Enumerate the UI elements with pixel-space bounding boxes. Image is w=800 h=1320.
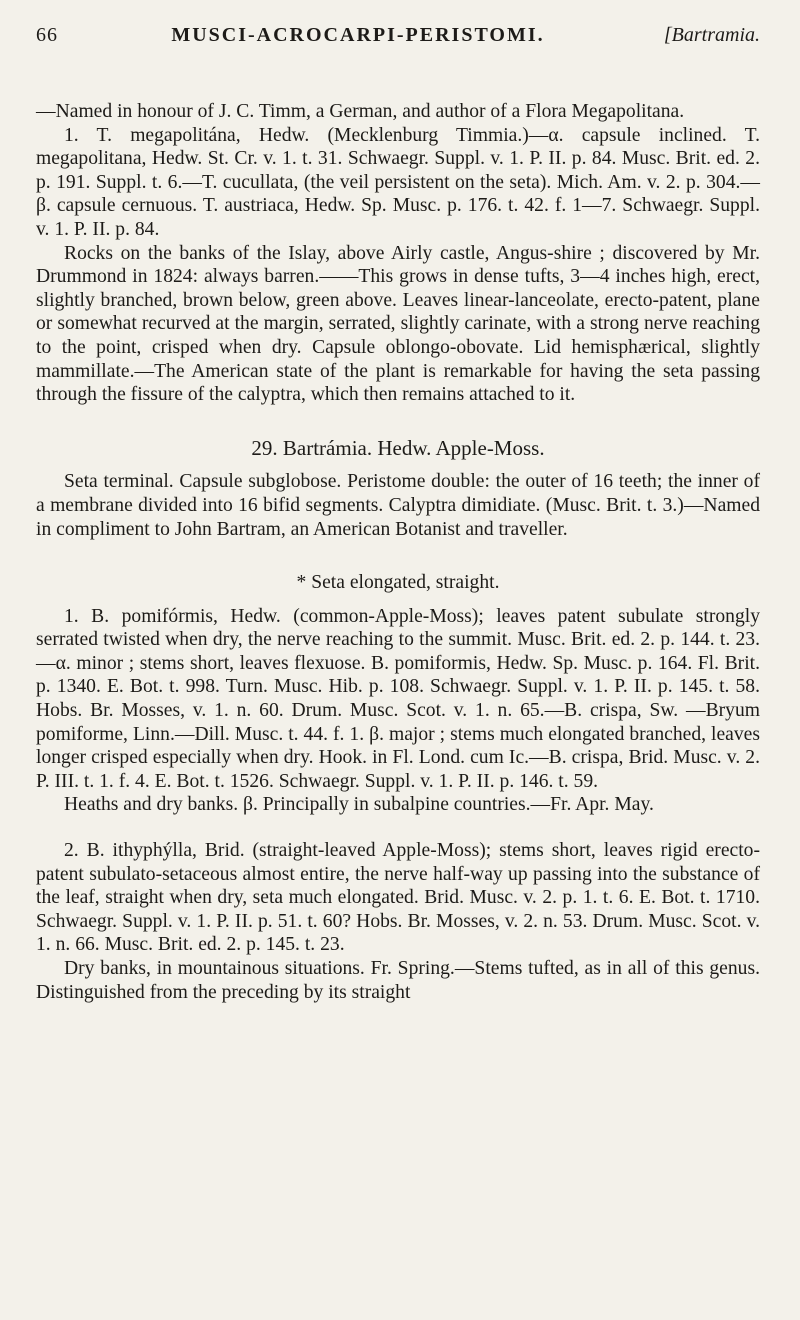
habitat-description: Rocks on the banks of the Islay, above Airly castle, Angus-shire ; discovered by Mr. Drummond in 1824: always barren.——This grows in dense tufts, 3—4 inches high, erect, slightly branched, brown below, green above. Leaves linear-lanceolate, erecto-patent, plane or somewhat recurved at the margin, serrated, slightly carinate, with a strong nerve reaching to the point, crisped when dry. Capsule oblongo-obovate. Lid hemisphærical, slightly mammillate.—The American state of the plant is remarkable for having the seta passing through the fissure of the calyptra, which then remains attached to it.	[36, 242, 760, 406]
timmia-etymology: —Named in honour of J. C. Timm, a German, and author of a Flora Megapolitana.	[36, 101, 685, 122]
habitat-ithyphylla: Dry banks, in mountainous situations. Fr. Spring.—Stems tufted, as in all of this genus. Distinguished from the preceding by its straight	[36, 958, 760, 1003]
species-bartramia-pomiformis: 1. B. pomifórmis, Hedw. (common-Apple-Moss); leaves patent subulate strongly serrated twisted when dry, the nerve reaching to the summit. Musc. Brit. ed. 2. p. 144. t. 23.—α. minor ; stems short, leaves flexuose. B. pomiformis, Hedw. Sp. Musc. p. 164. Fl. Brit. p. 1340. E. Bot. t. 998. Turn. Musc. Hib. p. 108. Schwaegr. Suppl. v. 1. P. II. p. 145. t. 58. Hobs. Br. Mosses, v. 1. n. 60. Drum. Musc. Scot. v. 1. n. 65.—B. crispa, Sw. —Bryum pomiforme, Linn.—Dill. Musc. t. 44. f. 1. β. major ; stems much elongated branched, leaves longer crisped especially when dry. Hook. in Fl. Lond. cum Ic.—B. crispa, Brid. Musc. v. 2. P. III. t. 1. f. 4. E. Bot. t. 1526. Schwaegr. Suppl. v. 1. P. II. p. 146. t. 59.	[36, 605, 760, 792]
running-genus: [Bartramia.	[663, 24, 760, 46]
page-body	[36, 100, 760, 1004]
running-head	[36, 24, 760, 60]
habitat-pomiformis: Heaths and dry banks. β. Principally in subalpine countries.—Fr. Apr. May.	[64, 794, 654, 816]
genus-description: Seta terminal. Capsule subglobose. Peristome double: the outer of 16 teeth; the inner of a membrane divided into 16 bifid segments. Calyptra dimidiate. (Musc. Brit. t. 3.)—Named in compliment to John Bartram, an American Botanist and traveller.	[36, 471, 760, 540]
genus-heading: 29. Bartrámia. Hedw. Apple-Moss.	[251, 435, 545, 460]
running-title: MUSCI-ACROCARPI-PERISTOMI.	[171, 24, 545, 46]
species-bartramia-ithyphylla: 2. B. ithyphýlla, Brid. (straight-leaved Apple-Moss); stems short, leaves rigid erecto-patent subulato-setaceous almost entire, the nerve half-way up passing into the substance of the leaf, straight when dry, seta much elongated. Brid. Musc. v. 2. p. 1. t. 6. E. Bot. t. 1710. Schwaegr. Suppl. v. 1. P. II. p. 51. t. 60? Hobs. Br. Mosses, v. 2. n. 53. Drum. Musc. Scot. v. 1. n. 66. Musc. Brit. ed. 2. p. 145. t. 23.	[36, 840, 760, 956]
section-heading: * Seta elongated, straight.	[296, 572, 500, 594]
page-number: 66	[36, 24, 58, 46]
species-timmia-megapolitana: 1. T. megapolitána, Hedw. (Mecklenburg Timmia.)—α. capsule inclined. T. megapolitana, Hedw. St. Cr. v. 1. t. 31. Schwaegr. Suppl. v. 1. P. II. p. 84. Musc. Brit. ed. 2. p. 191. Suppl. t. 6.—T. cucullata, (the veil persistent on the seta). Mich. Am. v. 2. p. 304.—β. capsule cernuous. T. austriaca, Hedw. Sp. Musc. p. 176. t. 42. f. 1—7. Schwaegr. Suppl. v. 1. P. II. p. 84.	[36, 124, 760, 240]
